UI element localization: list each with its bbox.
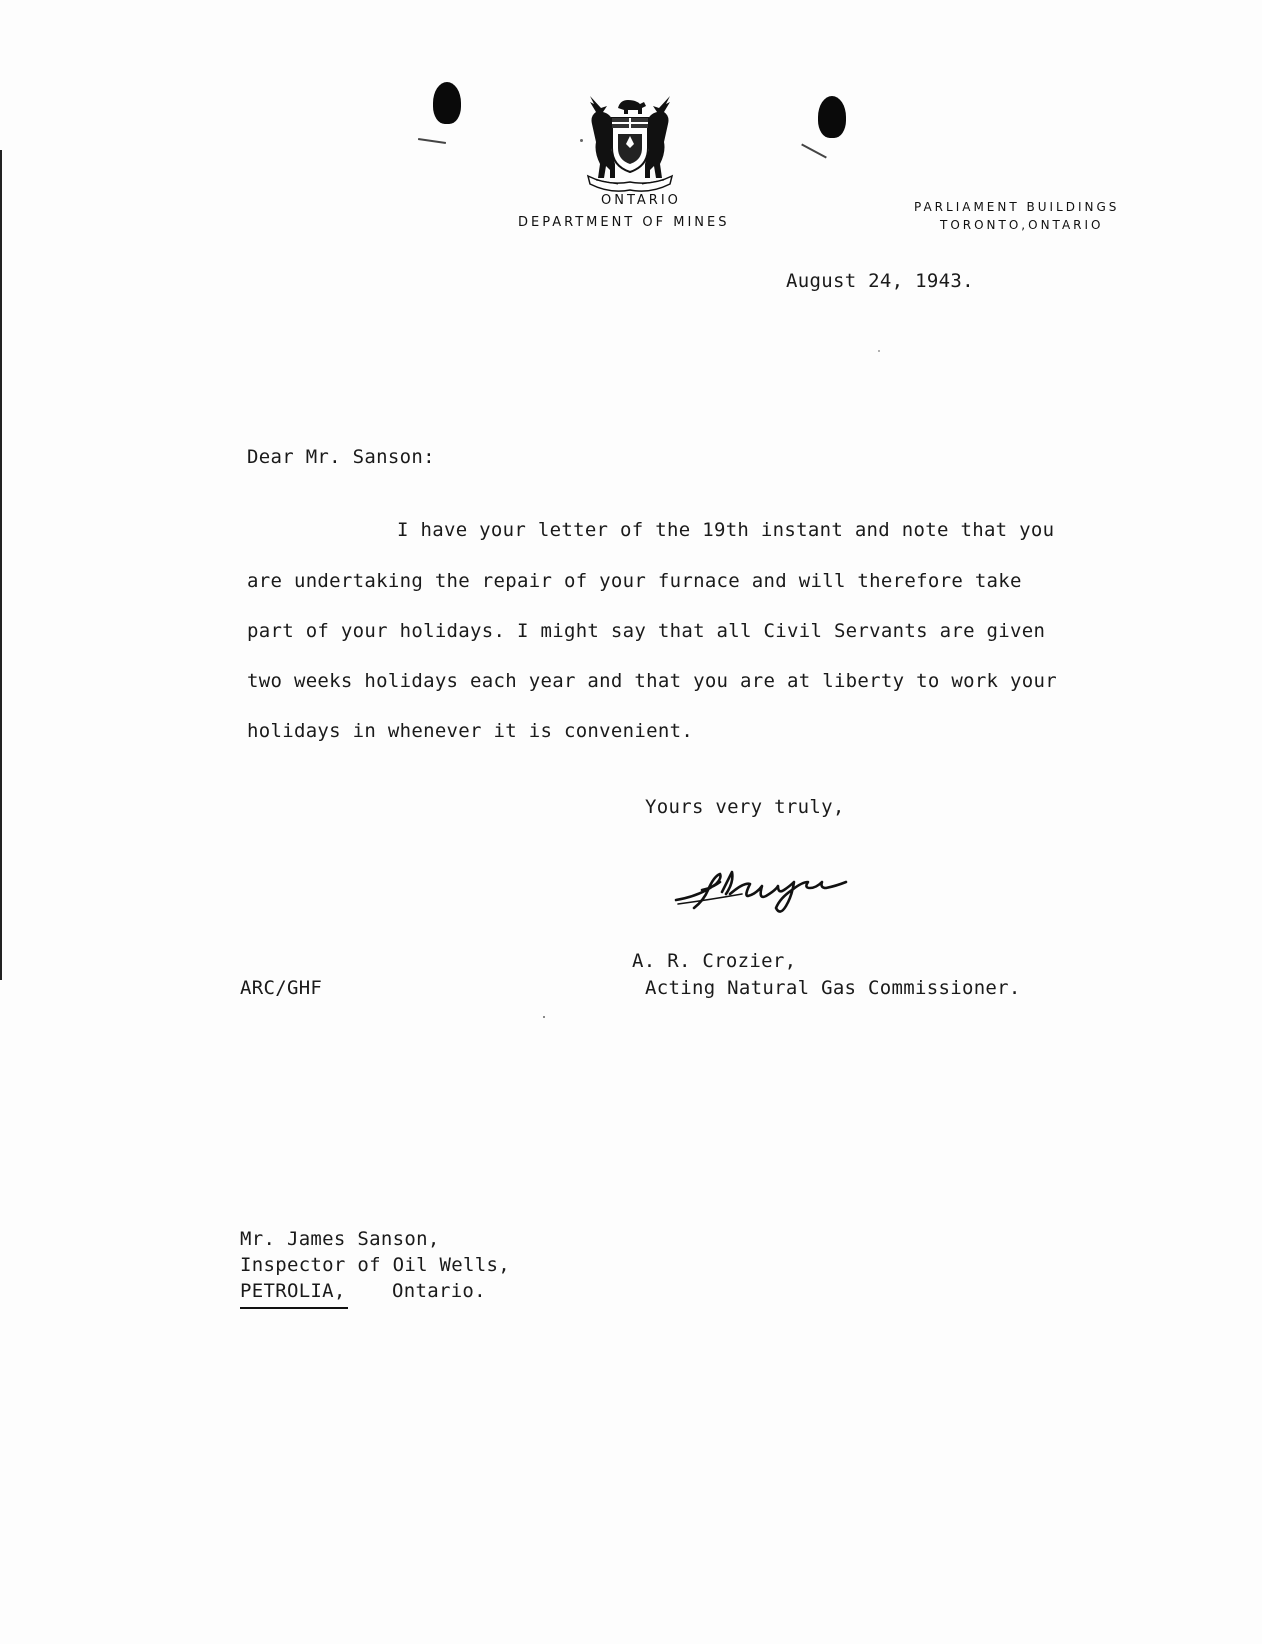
body-line: holidays in whenever it is convenient. [247, 720, 694, 742]
letterhead-address-line2: TORONTO,ONTARIO [940, 218, 1104, 232]
letterhead-department: DEPARTMENT OF MINES [518, 215, 730, 230]
punch-mark [801, 144, 827, 159]
body-line: are undertaking the repair of your furnace and will therefore take [247, 570, 1022, 592]
letterhead-province: ONTARIO [601, 193, 681, 208]
body-line: two weeks holidays each year and that you are at liberty to work your [247, 670, 1057, 692]
letter-date: August 24, 1943. [786, 270, 974, 292]
recipient-province: Ontario. [392, 1280, 486, 1302]
recipient-name: Mr. James Sanson, [240, 1228, 440, 1250]
city-underline [240, 1307, 348, 1309]
salutation: Dear Mr. Sanson: [247, 446, 435, 468]
body-line: part of your holidays. I might say that all Civil Servants are given [247, 620, 1046, 642]
punch-mark [418, 138, 446, 144]
scan-speck [580, 139, 583, 142]
ontario-crest-icon [578, 90, 682, 194]
recipient-city: PETROLIA, [240, 1280, 346, 1302]
signer-name: A. R. Crozier, [632, 950, 797, 972]
body-line: I have your letter of the 19th instant and note that you [397, 519, 1055, 541]
handwritten-signature-icon [672, 864, 892, 926]
punch-hole-icon [433, 82, 461, 124]
signer-title: Acting Natural Gas Commissioner. [645, 977, 1021, 999]
closing: Yours very truly, [645, 796, 845, 818]
punch-hole-icon [818, 96, 846, 138]
scan-edge-line [0, 150, 2, 980]
letterhead-address-line1: PARLIAMENT BUILDINGS [914, 200, 1120, 214]
scan-speck [543, 1016, 545, 1018]
recipient-position: Inspector of Oil Wells, [240, 1254, 510, 1276]
scan-speck [878, 350, 880, 352]
reference-initials: ARC/GHF [240, 977, 323, 999]
